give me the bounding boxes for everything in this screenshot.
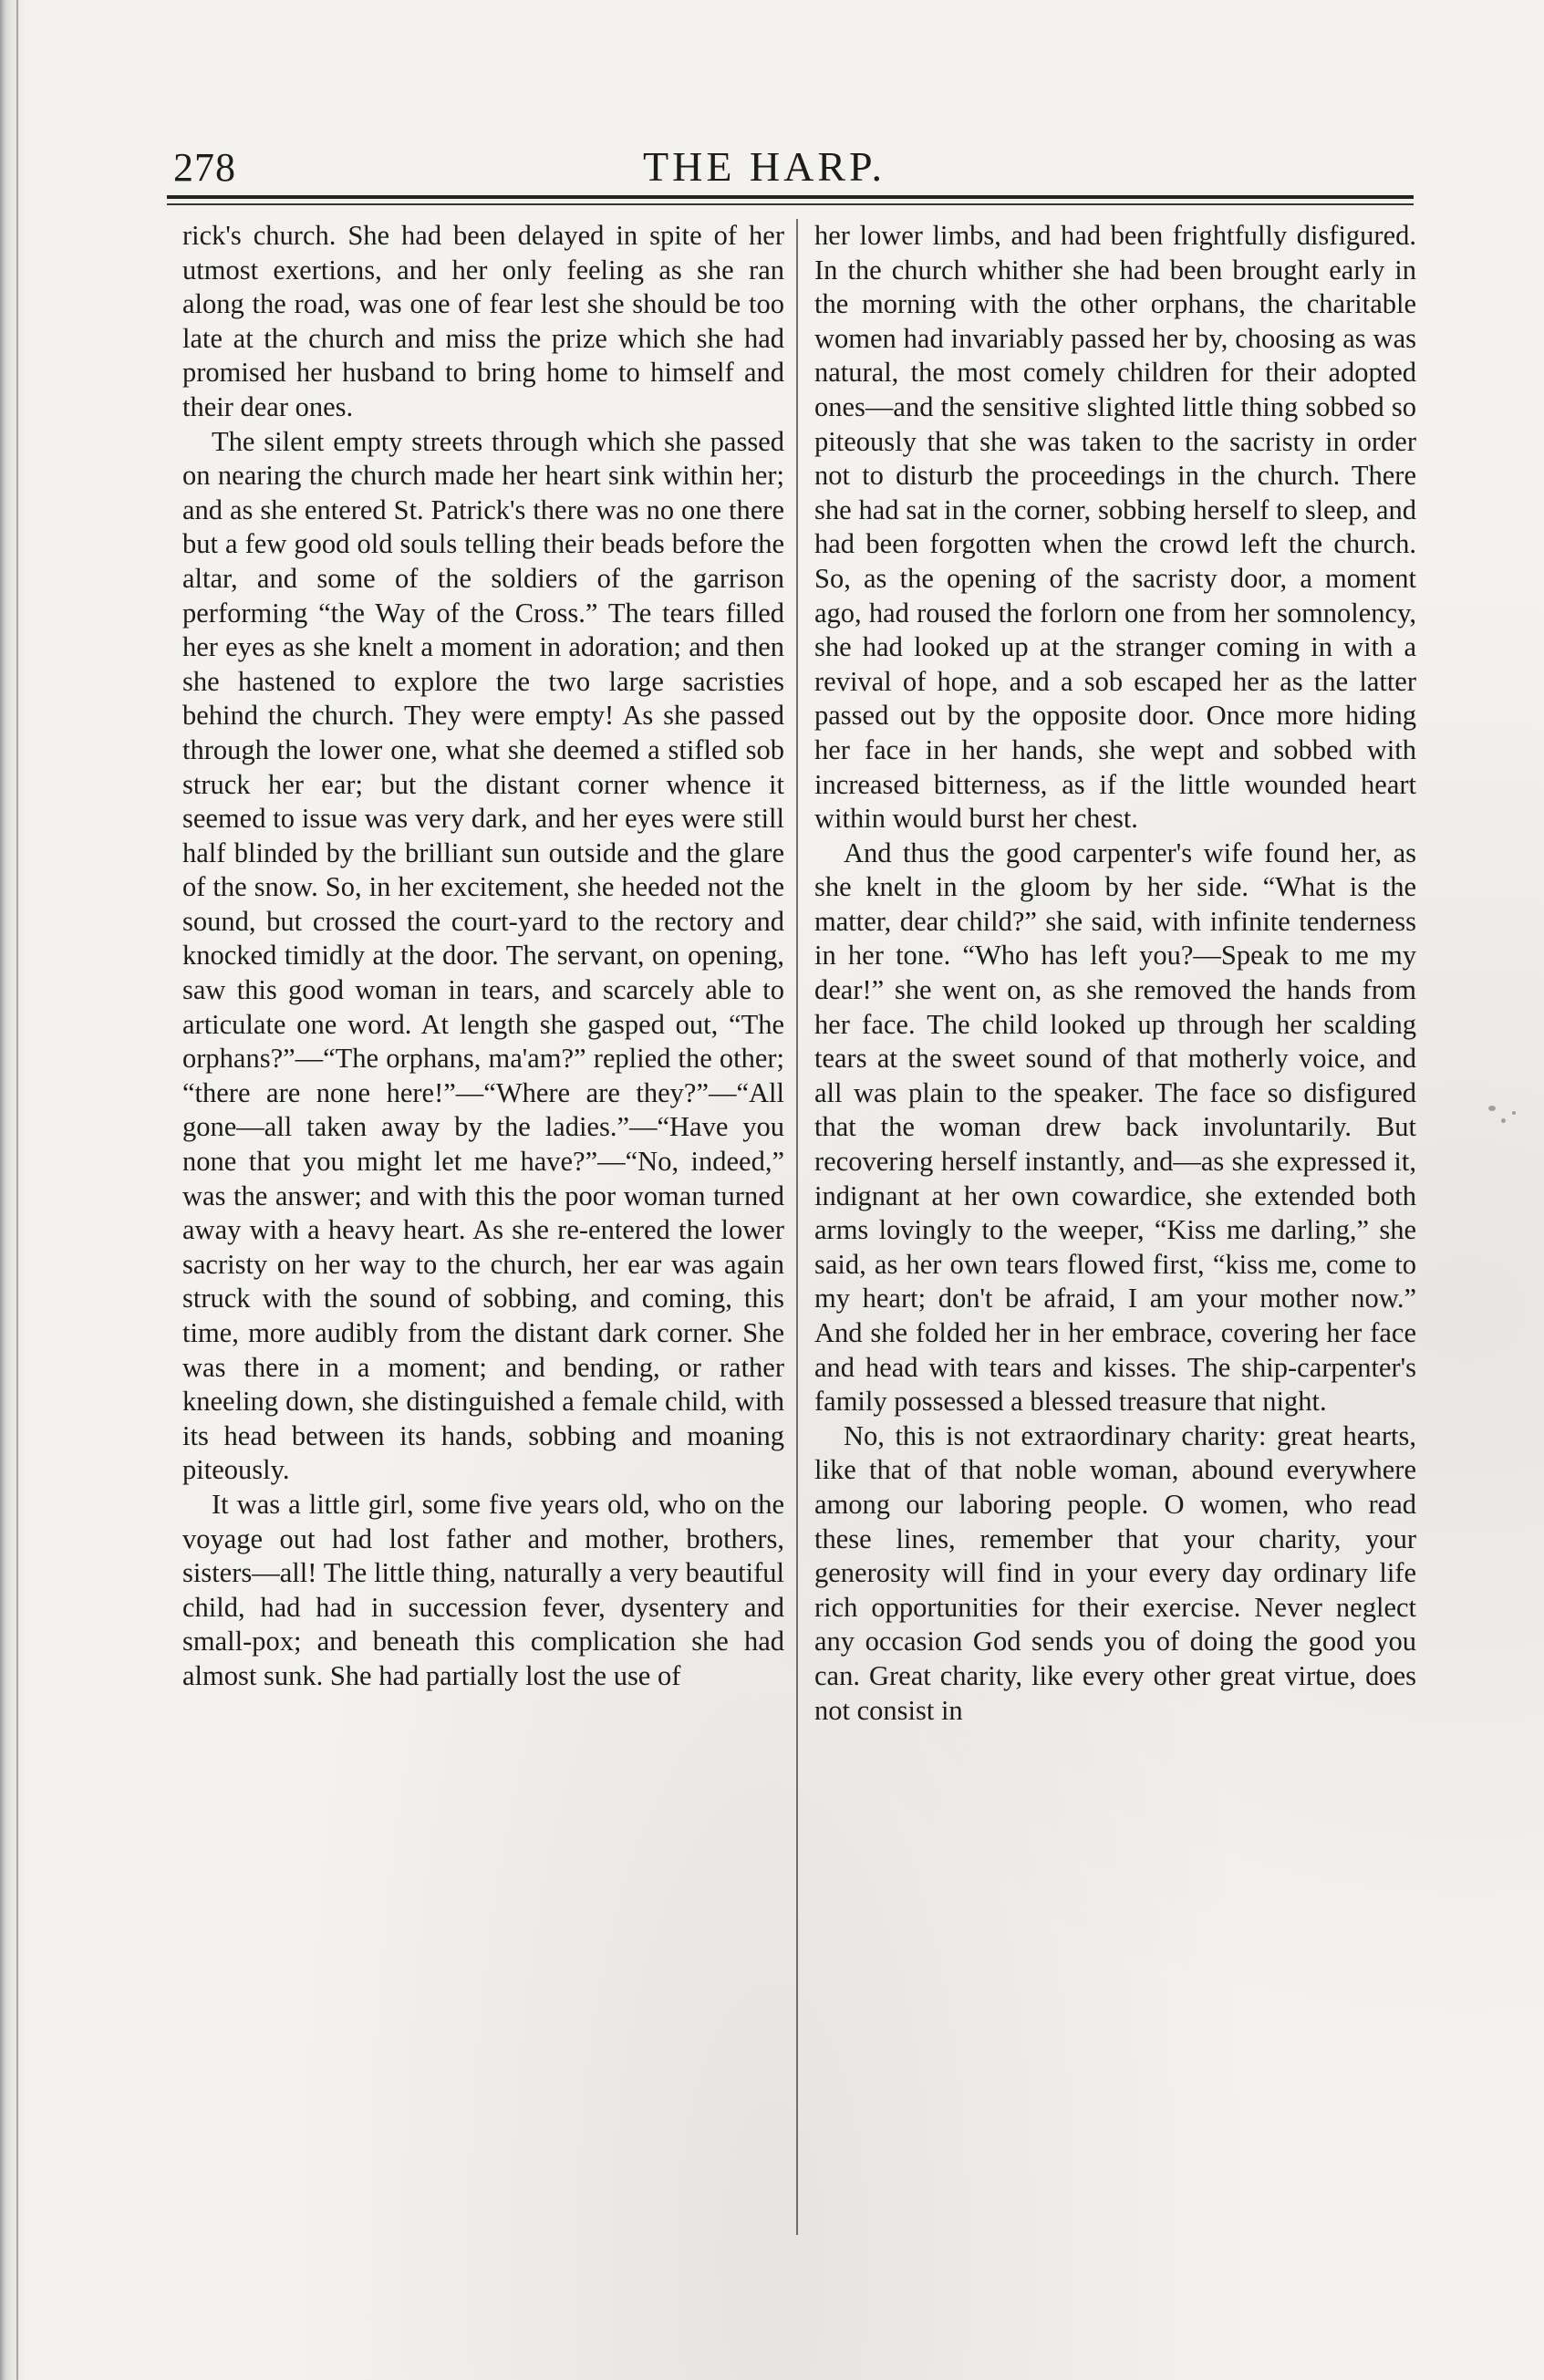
paragraph: And thus the good carpenter's wife found her, as she knelt in the gloom by her side. “What is the matter, dear child?” she said, with infinite tenderness in her tone. “Who has left you?—Speak to me my dear!” she went on, as she removed the hands from her face. The child looked up through her scalding tears at the sweet sound of that motherly voice, and all was plain to the speaker. The face so disfigured that the woman drew back involuntarily. But recovering herself instantly, and—as she expressed it, indignant at her own cowardice, she extended both arms lovingly to the weeper, “Kiss me darling,” she said, as her own tears flowed first, “kiss me, come to my heart; don't be afraid, I am your mother now.” And she folded her in her embrace, covering her face and head with tears and kisses. The ship-carpenter's family possessed a blessed treasure that night. xyxy=(814,837,1416,1418)
header-rule-thin xyxy=(167,203,1414,205)
page-header xyxy=(164,137,1414,201)
ink-speck xyxy=(1501,1118,1506,1123)
paragraph: rick's church. She had been delayed in spite of her utmost exertions, and her only feeling as she ran along the road, was one of fear lest she should be too late at the church and miss the prize which she had promised her husband to bring home to himself and their dear ones. xyxy=(182,220,784,422)
running-head: THE HARP. xyxy=(643,143,886,190)
paragraph: her lower limbs, and had been frightfully disfigured. In the church whither she had been brought early in the morning with the other orphans, the charitable women had invariably passed her by, choosing as was natural, the most comely children for their adopted ones—and the sensitive slighted little thing sobbed so piteously that she was taken to the sacristy in order not to disturb the proceedings in the church. There she had sat in the corner, sobbing herself to sleep, and had been forgotten when the crowd left the church. So, as the opening of the sacristy door, a moment ago, had roused the forlorn one from her somnolency, she had looked up at the stranger coming in with a revival of hope, and a sob escaped her as the latter passed out by the opposite door. Once more hiding her face in her hands, she wept and sobbed with increased bitterness, as if the little wounded heart within would burst her chest. xyxy=(814,220,1416,835)
column-divider xyxy=(796,219,798,2235)
page-number: 278 xyxy=(173,145,236,190)
paragraph: The silent empty streets through which she passed on nearing the church made her heart sink within her; and as she entered St. Patrick's there was no one there but a few good old souls telling their beads before the altar, and some of the soldiers of the garrison performing “the Way of the Cross.” The tears filled her eyes as she knelt a moment in adoration; and then she hastened to explore the two large sacristies behind the church. They were empty! As she passed through the lower one, what she deemed a stifled sob struck her ear; but the distant corner whence it seemed to issue was very dark, and her eyes were still half blinded by the brilliant sun outside and the glare of the snow. So, in her excitement, she heeded not the sound, but crossed the court-yard to the rectory and knocked timidly at the door. The servant, on opening, saw this good woman in tears, and scarcely able to articulate one word. At length she gasped out, “The orphans?”—“The orphans, ma'am?” replied the other; “there are none here!”—“Where are they?”—“All gone—all taken away by the ladies.”—“Have you none that you might let me have?”—“No, indeed,” was the answer; and with this the poor woman turned away with a heavy heart. As she re-entered the lower sacristy on her way to the church, her ear was again struck with the sound of sobbing, and coming, this time, more audibly from the distant dark corner. She was there in a moment; and bending, or rather kneeling down, she distinguished a female child, with its head between its hands, sobbing and moaning piteously. xyxy=(182,425,784,1486)
paragraph: No, this is not extraordinary charity: great hearts, like that of that noble woman, abound everywhere among our laboring people. O women, who read these lines, remember that your charity, your generosity will find in your every day ordinary life rich opportunities for their exercise. Never neglect any occasion God sends you of doing the good you can. Great charity, like every other great virtue, does not consist in xyxy=(814,1419,1416,1726)
binding-shadow xyxy=(0,0,26,2380)
binding-edge-line xyxy=(16,0,18,2380)
header-rule-thick xyxy=(167,195,1414,199)
left-column xyxy=(182,219,784,2244)
paragraph: It was a little girl, some five years old, who on the voyage out had lost father and mother, brothers, sisters—all! The little thing, naturally a very beautiful child, had had in succession fever, dysentery and small-pox; and beneath this complication she had almost sunk. She had partially lost the use of xyxy=(182,1488,784,1691)
right-column xyxy=(814,219,1416,2244)
ink-speck xyxy=(1488,1106,1496,1111)
ink-speck xyxy=(1512,1111,1516,1115)
